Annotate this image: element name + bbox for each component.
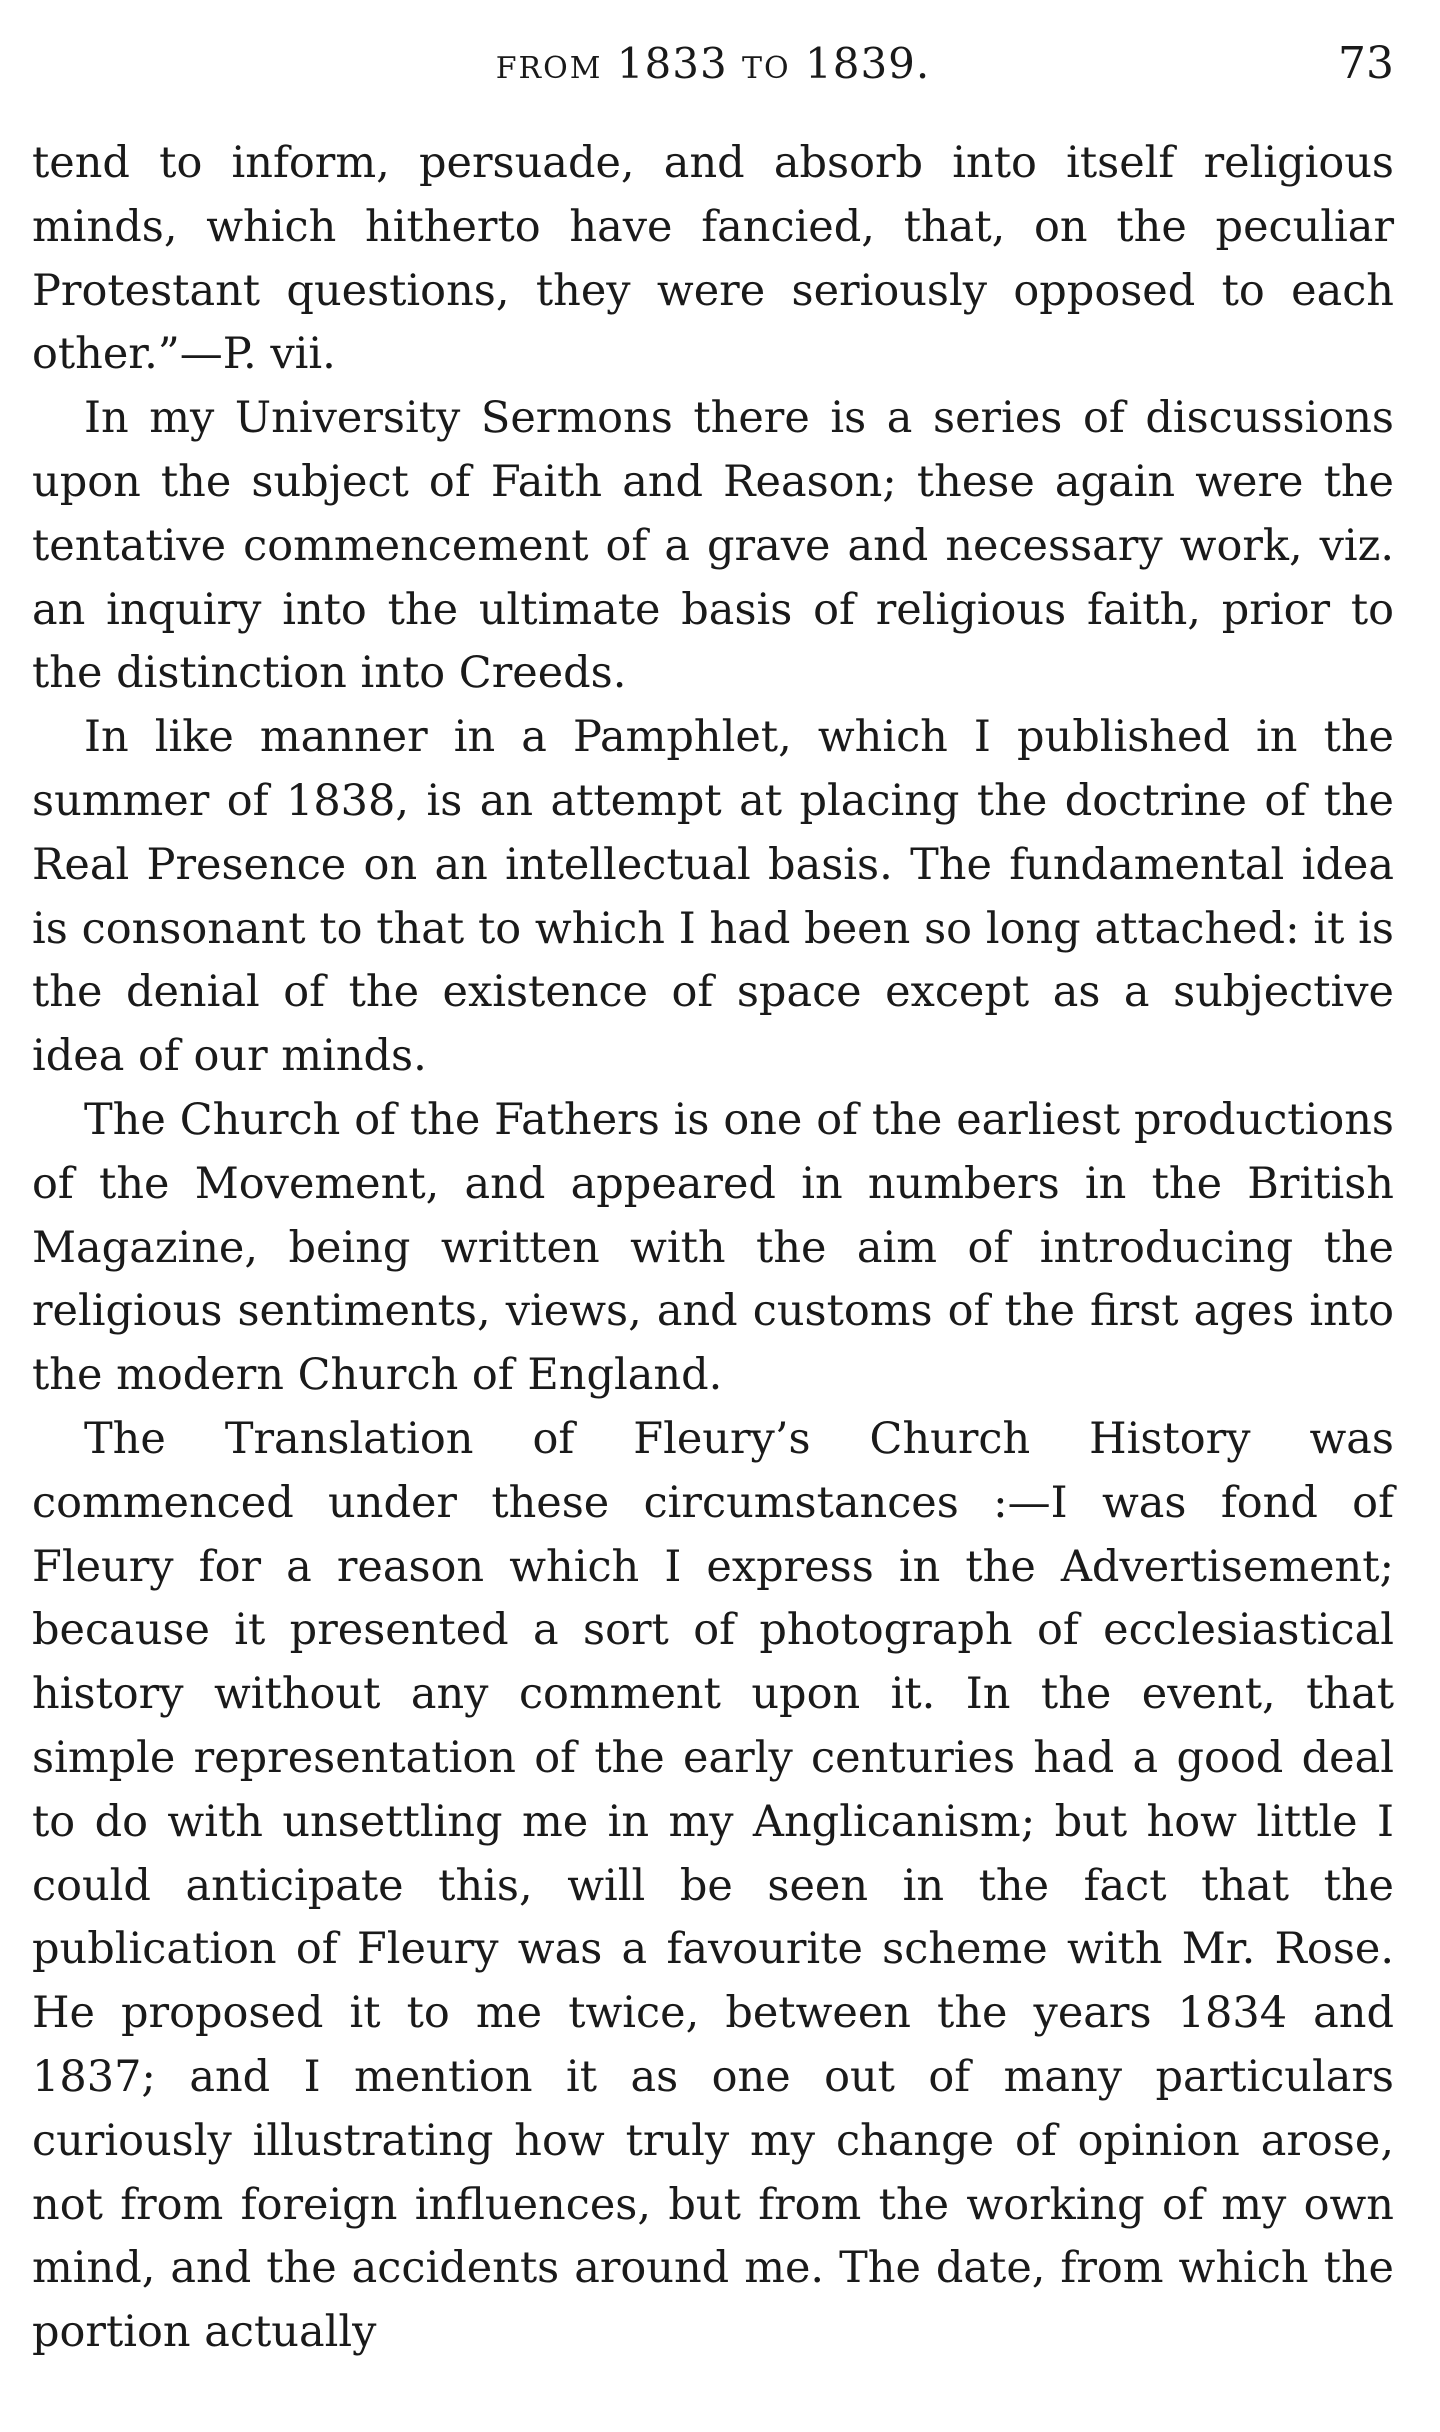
paragraph-continued: tend to inform, persuade, and absorb into itself religious minds, which hitherto have fancied, that, on the peculiar Protestant questions, they were seriously opposed to each other.”—P. vii. xyxy=(32,138,1394,380)
running-title-to: TO xyxy=(742,51,791,86)
page-number: 73 xyxy=(1338,38,1394,89)
book-page xyxy=(32,0,1394,2432)
paragraph-church-of-the-fathers: The Church of the Fathers is one of the earliest productions of the Movement, and appeared in numbers in the British Magazine, being written with the aim of introducing the religious sentiments, views, and customs of the first ages into the modern Church of England. xyxy=(32,1094,1394,1401)
running-title-year-start: 1833 xyxy=(616,39,728,88)
running-head xyxy=(32,34,1394,94)
running-title-year-end: 1839. xyxy=(805,39,931,88)
running-title-prefix: FROM xyxy=(495,51,603,86)
running-title xyxy=(32,34,1394,99)
paragraph-fleury-translation: The Translation of Fleury’s Church History was commenced under these circumstances :—I was fond of Fleury for a reason which I express in the Advertisement; because it presented a sort of photograph of ecclesiastical history without any comment upon it. In the event, that simple representation of the early centuries had a good deal to do with unsettling me in my Anglicanism; but how little I could anticipate this, will be seen in the fact that the publication of Fleury was a favourite scheme with Mr. Rose. He proposed it to me twice, between the years 1834 and 1837; and I mention it as one out of many particulars curiously illustrating how truly my change of opinion arose, not from foreign influences, but from the working of my own mind, and the accidents around me. The date, from which the portion actually xyxy=(32,1413,1394,2358)
paragraph-pamphlet: In like manner in a Pamphlet, which I published in the summer of 1838, is an attempt at placing the doctrine of the Real Presence on an intellectual basis. The fundamental idea is consonant to that to which I had been so long attached: it is the denial of the existence of space except as a subjective idea of our minds. xyxy=(32,712,1394,1082)
paragraph-university-sermons: In my University Sermons there is a series of discussions upon the subject of Faith and Reason; these again were the tentative commencement of a grave and necessary work, viz. an inquiry into the ultimate basis of religious faith, prior to the distinction into Creeds. xyxy=(32,393,1394,699)
body-text xyxy=(32,132,1394,2365)
